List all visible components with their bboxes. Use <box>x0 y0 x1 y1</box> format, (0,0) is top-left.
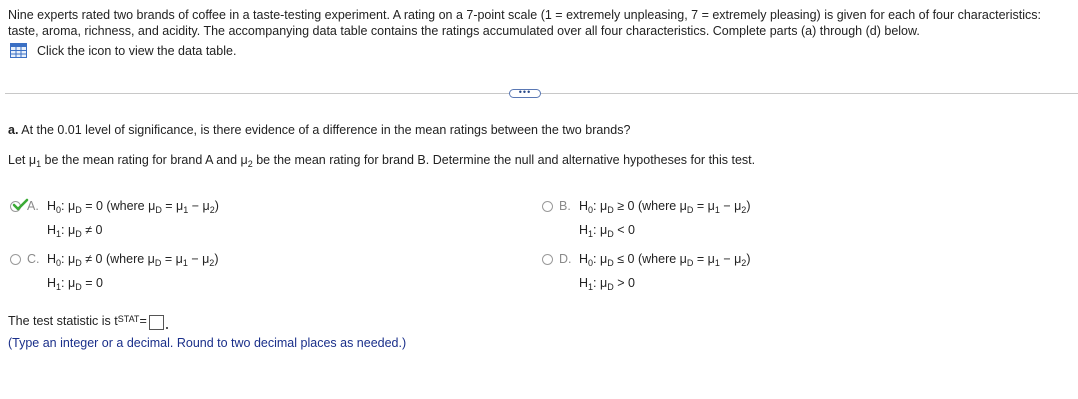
part-label: a. <box>8 123 19 137</box>
radio-option-a[interactable] <box>10 201 21 212</box>
checkmark-icon <box>12 198 30 212</box>
alternative-hypothesis: $H_1$: $\mu_D < 0$ <box>579 223 635 239</box>
test-statistic-input[interactable] <box>149 315 164 330</box>
option-letter: B. <box>559 199 571 213</box>
null-hypothesis: $H_0$: $\mu_D \ne 0$ (where $\mu_D = \mu_1 - \mu_2$) <box>47 252 219 268</box>
question-a <box>8 123 630 137</box>
input-dot <box>166 327 168 329</box>
radio-option-c[interactable] <box>10 254 21 265</box>
option-c[interactable] <box>10 252 218 297</box>
data-link-label[interactable]: Click the icon to view the data table. <box>37 43 237 58</box>
null-hypothesis: $H_0$: $\mu_D \ge 0$ (where $\mu_D = \mu_1 - \mu_2$) <box>579 199 751 215</box>
option-a[interactable] <box>10 199 219 244</box>
radio-option-b[interactable] <box>542 201 553 212</box>
null-hypothesis: $H_0$: $\mu_D \le 0$ (where $\mu_D = \mu_1 - \mu_2$) <box>579 252 751 268</box>
expand-button[interactable] <box>509 86 541 98</box>
test-statistic-label: The test statistic is t <box>8 314 118 328</box>
ellipsis-icon: ••• <box>518 86 532 97</box>
null-hypothesis: $H_0$: $\mu_D = 0$ (where $\mu_D = \mu_1 - \mu_2$) <box>47 199 219 215</box>
option-letter: A. <box>27 199 39 213</box>
alternative-hypothesis: $H_1$: $\mu_D \ne 0$ <box>47 223 103 239</box>
radio-option-d[interactable] <box>542 254 553 265</box>
option-a-hypotheses <box>47 196 219 244</box>
test-statistic-line: The test statistic is t STAT = <box>8 314 168 330</box>
table-icon[interactable] <box>10 43 27 58</box>
problem-intro: Nine experts rated two brands of coffee in a taste-testing experiment. A rating on a 7-point scale (1 = extremely unpleasing, 7 = extremely pleasing) is given for each of four characteristics: taste, aroma, richness, and acidity. The accompanying data table contains the ratings accumulated over all four characteristics. Complete parts (a) through (d) below. <box>8 8 1041 38</box>
option-d-hypotheses <box>579 249 750 297</box>
section-divider <box>5 93 1078 94</box>
option-c-hypotheses <box>47 249 218 297</box>
alternative-hypothesis: $H_1$: $\mu_D = 0$ <box>47 276 103 292</box>
option-letter: D. <box>559 252 572 266</box>
question-text: At the 0.01 level of significance, is there evidence of a difference in the mean ratings between the two brands? <box>21 123 631 137</box>
help-text: (Type an integer or a decimal. Round to two decimal places as needed.) <box>8 336 407 350</box>
data-table-link[interactable] <box>10 43 236 58</box>
option-letter: C. <box>27 252 40 266</box>
option-b-hypotheses <box>579 196 750 244</box>
let-statement: Let $\mu_1$ be the mean rating for brand A and $\mu_2$ be the mean rating for brand B. Determine the null and alternative hypotheses for this test. <box>8 153 756 169</box>
option-b[interactable] <box>542 199 750 244</box>
option-d[interactable] <box>542 252 750 297</box>
alternative-hypothesis: $H_1$: $\mu_D > 0$ <box>579 276 635 292</box>
